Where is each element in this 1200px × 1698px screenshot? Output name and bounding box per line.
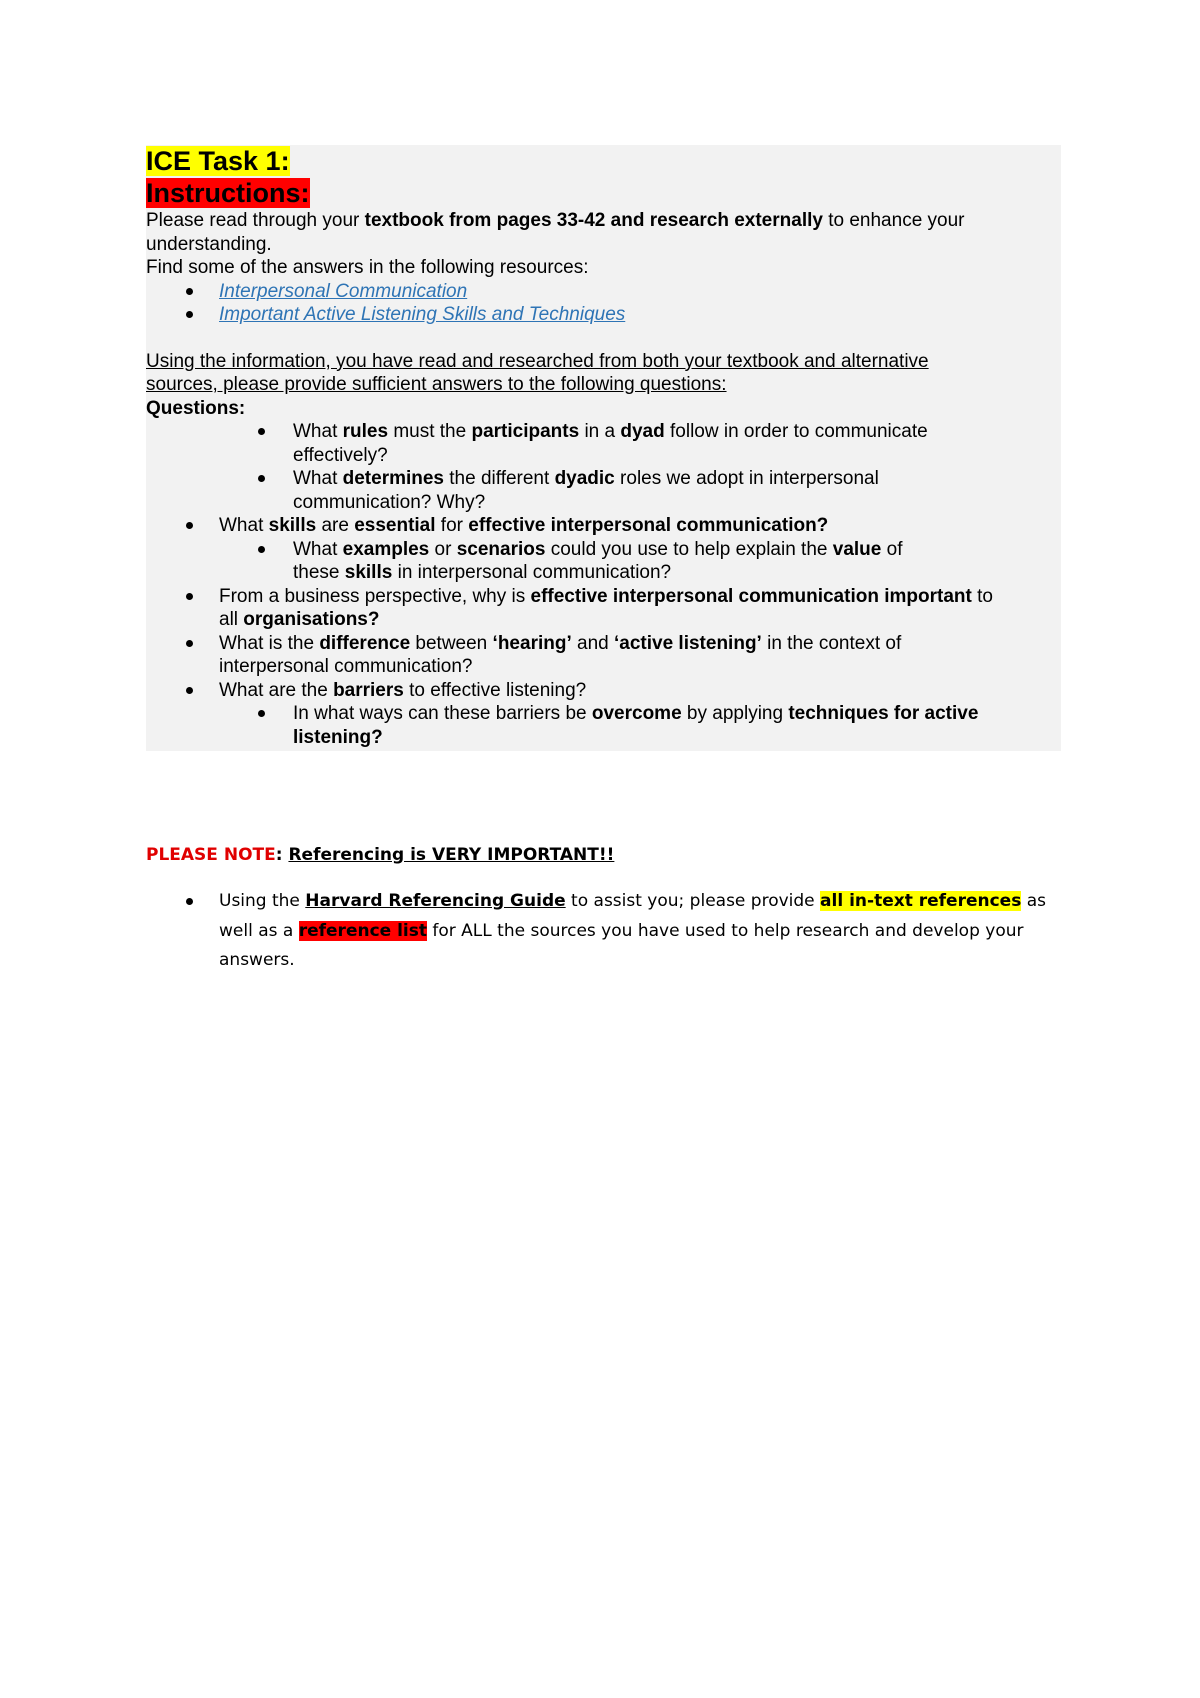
- question-item: What determines the different dyadic roles we adopt in interpersonal communication? Why?: [146, 467, 1046, 514]
- bullet-icon: [186, 288, 193, 295]
- bullet-icon: [186, 898, 193, 905]
- using-line-2: sources, please provide sufficient answers to the following questions:: [146, 374, 727, 395]
- task-content: [146, 145, 1046, 749]
- intro-line-3: Find some of the answers in the following resources:: [146, 257, 589, 278]
- bullet-icon: [258, 546, 265, 553]
- harvard-guide-link[interactable]: Harvard Referencing Guide: [305, 891, 566, 911]
- bullet-icon: [186, 593, 193, 600]
- referencing-note: [146, 843, 1066, 976]
- bullet-icon: [186, 687, 193, 694]
- question-item: What skills are essential for effective interpersonal communication?: [146, 514, 1046, 538]
- question-item: What rules must the participants in a dyad follow in order to communicate effectively?: [146, 420, 1046, 467]
- note-heading: PLEASE NOTE: Referencing is VERY IMPORTANT!!: [146, 845, 615, 865]
- instructions-heading: Instructions:: [146, 178, 310, 208]
- bullet-icon: [258, 428, 265, 435]
- bullet-icon: [258, 475, 265, 482]
- task-title: ICE Task 1:: [146, 146, 290, 176]
- questions-label: Questions:: [146, 397, 246, 419]
- question-item: From a business perspective, why is effective interpersonal communication important to all organisations?: [146, 585, 1046, 632]
- resource-link-interpersonal-communication[interactable]: Interpersonal Communication: [219, 280, 468, 302]
- question-item: What examples or scenarios could you use to help explain the value of these skills in interpersonal communication?: [146, 538, 1046, 585]
- question-item: What are the barriers to effective listening?: [146, 679, 1046, 703]
- bullet-icon: [186, 522, 193, 529]
- question-item: In what ways can these barriers be overcome by applying techniques for active listening?: [146, 702, 1046, 749]
- resource-item: [146, 280, 1046, 304]
- bullet-icon: [258, 710, 265, 717]
- intro-line-1: Please read through your textbook from pages 33-42 and research externally to enhance your: [146, 210, 965, 231]
- resource-item: [146, 303, 1046, 327]
- bullet-icon: [186, 640, 193, 647]
- question-item: What is the difference between ‘hearing’ and ‘active listening’ in the context of interpersonal communication?: [146, 632, 1046, 679]
- bullet-icon: [186, 311, 193, 318]
- intro-line-2: understanding.: [146, 233, 272, 255]
- note-bullet: Using the Harvard Referencing Guide to assist you; please provide all in-text references as well as a reference list for ALL the sources you have used to help research and develop your answers.: [146, 887, 1066, 976]
- resource-link-active-listening[interactable]: Important Active Listening Skills and Techniques: [219, 304, 626, 325]
- using-line-1: Using the information, you have read and researched from both your textbook and alternative: [146, 350, 929, 372]
